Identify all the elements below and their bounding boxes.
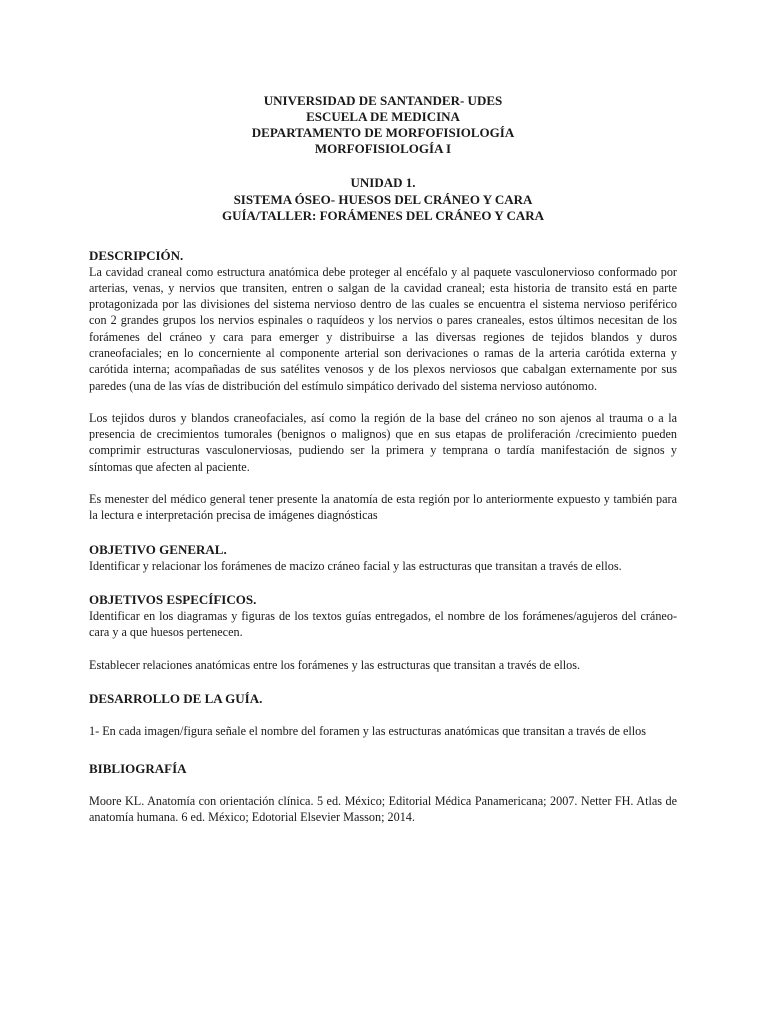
descripcion-title: DESCRIPCIÓN. [89,247,184,263]
objetivos-especificos-paragraph-2: Establecer relaciones anatómicas entre los forámenes y las estructuras que transitan a través de ellos. [89,657,581,672]
desarrollo-title: DESARROLLO DE LA GUÍA. [89,690,263,706]
section-objetivos-especificos [89,592,677,673]
university-name: UNIVERSIDAD DE SANTANDER- UDES [263,93,503,108]
school-name: ESCUELA DE MEDICINA [306,109,460,124]
unit-header [89,175,677,225]
descripcion-paragraph-2: Los tejidos duros y blandos craneofaciales, así como la región de la base del cráneo no son ajenos al trauma o a la presencia de crecimientos tumorales (benignos o malignos) que en sus etapas de proliferación /crecimiento pueden comprimir estructuras vasculonerviosas, pudiendo ser la primera y temprana o tardía manifestación de signos y síntomas que afecten al paciente. [89,410,677,474]
desarrollo-text: 1- En cada imagen/figura señale el nombre del foramen y las estructuras anatómicas que transitan a través de ellos [89,723,647,738]
course-name: MORFOFISIOLOGÍA I [314,141,452,156]
guide-title: GUÍA/TALLER: FORÁMENES DEL CRÁNEO Y CARA [221,208,545,223]
bibliografia-text: Moore KL. Anatomía con orientación clínica. 5 ed. México; Editorial Médica Panamericana; 2007. Netter FH. Atlas de anatomía humana. 6 ed. México; Edotorial Elsevier Masson; 2014. [89,794,677,825]
descripcion-paragraph-3: Es menester del médico general tener presente la anatomía de esta región por lo anteriormente expuesto y también para la lectura e interpretación precisa de imágenes diagnósticas [89,492,677,523]
objetivos-especificos-title: OBJETIVOS ESPECÍFICOS. [89,591,257,607]
institution-header [89,93,677,157]
section-desarrollo [89,691,677,739]
section-descripcion [89,248,677,524]
unit-topic: SISTEMA ÓSEO- HUESOS DEL CRÁNEO Y CARA [233,191,533,207]
descripcion-paragraph-1: La cavidad craneal como estructura anatómica debe proteger al encéfalo y al paquete vasculonervioso conformado por arterias, venas, y nervios que transiten, entren o salgan de la cavidad craneal; esta historia de transito está en parte protagonizada por las divisiones del sistema nervioso dentro de las cuales se encuentra el sistema nervioso periférico con 2 grandes grupos los nervios espinales o raquídeos y los nervios o pares craneales, estos últimos necesitan de los forámenes del cráneo y cara para emerger y distribuirse a las diversas regiones de tejidos blandos y duros craneofaciales; en lo concerniente al componente arterial son derivaciones o ramas de la arteria carótida externa y carótida interna; acompañadas de sus satélites venosos y de los plexos nerviosos que cabalgan externamente por sus paredes (una de las vías de distribución del estímulo simpático derivado del sistema nervioso autónomo. [89,264,677,393]
objetivo-general-title: OBJETIVO GENERAL. [89,541,227,557]
unit-number: UNIDAD 1. [350,175,416,190]
section-objetivo-general [89,542,677,574]
objetivo-general-text: Identificar y relacionar los forámenes de macizo cráneo facial y las estructuras que transitan a través de ellos. [89,558,622,573]
objetivos-especificos-paragraph-1: Identificar en los diagramas y figuras de los textos guías entregados, el nombre de los forámenes/agujeros del cráneo- cara y a que huesos pertenecen. [89,608,677,640]
bibliografia-title: BIBLIOGRAFÍA [89,761,187,777]
document-page [89,93,677,826]
section-bibliografia [89,761,677,826]
department-name: DEPARTAMENTO DE MORFOFISIOLOGÍA [251,125,515,140]
